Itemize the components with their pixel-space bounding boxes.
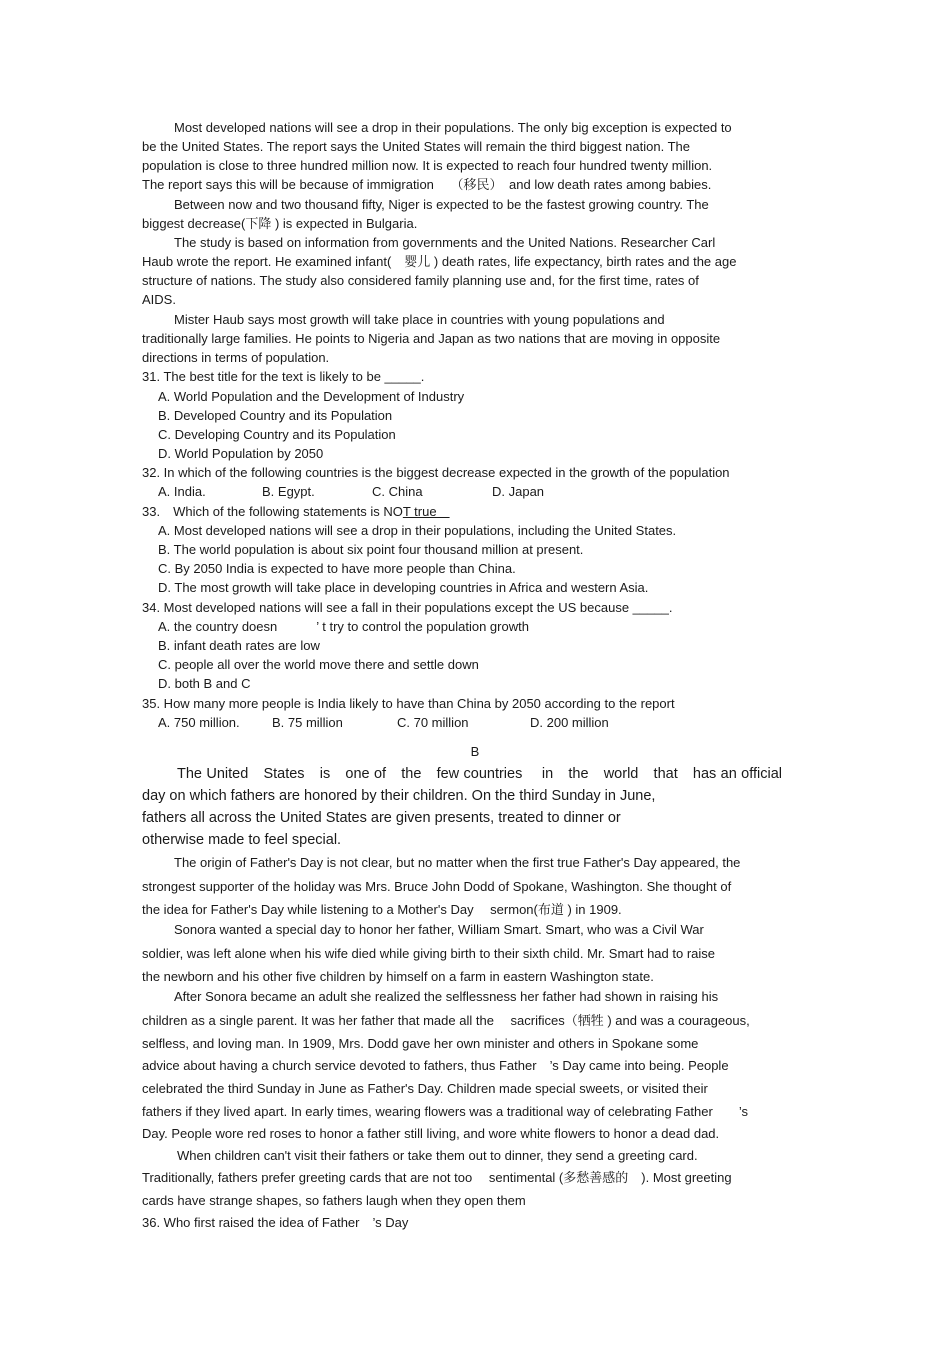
paragraph-line: soldier, was left alone when his wife died while giving birth to their sixth child. Mr. Smart had to raise [142,946,715,961]
paragraph-line: Day. People wore red roses to honor a father still living, and wore white flowers to honor a dead dad. [142,1126,720,1141]
paragraph-line: be the United States. The report says the United States will remain the third biggest nation. The [142,139,690,154]
answer-option: D. both B and C [158,676,251,691]
paragraph-line: After Sonora became an adult she realized the selflessness her father had shown in raising his [174,989,719,1004]
question-stem-underlined: T true [402,504,450,519]
answer-option: B. Egypt. [262,484,315,499]
answer-option: A. World Population and the Development of Industry [158,389,465,404]
intro-line: otherwise made to feel special. [142,832,342,848]
paragraph-line: The origin of Father's Day is not clear, but no matter when the first true Father's Day appeared, the [174,855,741,870]
paragraph-line: biggest decrease(下降 ) is expected in Bulgaria. [142,216,418,231]
question-stem: 31. The best title for the text is likely to be _____. [142,369,425,384]
section-heading: B [470,744,480,759]
intro-line: fathers all across the United States are given presents, treated to dinner or [142,810,621,826]
answer-option: C. Developing Country and its Population [158,427,396,442]
answer-option: B. The world population is about six point four thousand million at present. [158,542,584,557]
question-stem: 36. Who first raised the idea of Father ’s Day [142,1215,409,1230]
answer-option: C. China [372,484,423,499]
answer-option: A. Most developed nations will see a drop in their populations, including the United States. [158,523,677,538]
answer-option: A. India. [158,484,206,499]
paragraph-line: structure of nations. The study also considered family planning use and, for the first time, rates of [142,273,699,288]
paragraph-line: AIDS. [142,292,176,307]
paragraph-line: population is close to three hundred million now. It is expected to reach four hundred twenty million. [142,158,713,173]
paragraph-line: When children can't visit their fathers or take them out to dinner, they send a greeting card. [177,1148,698,1163]
question-stem: 35. How many more people is India likely to have than China by 2050 according to the report [142,696,675,711]
paragraph-line: traditionally large families. He points to Nigeria and Japan as two nations that are moving in opposite [142,331,721,346]
answer-option: D. Japan [492,484,545,499]
paragraph-line: children as a single parent. It was her father that made all the sacrifices（牺牲 ) and was a courageous, [142,1013,750,1028]
question-stem: 32. In which of the following countries is the biggest decrease expected in the growth of the population [142,465,730,480]
paragraph-line: cards have strange shapes, so fathers laugh when they open them [142,1193,526,1208]
question-stem: 34. Most developed nations will see a fall in their populations except the US because _____. [142,600,673,615]
question-stem [142,504,450,520]
answer-option: D. The most growth will take place in developing countries in Africa and western Asia. [158,580,649,595]
answer-option: B. 75 million [272,715,343,730]
answer-option: B. infant death rates are low [158,638,320,653]
answer-option: B. Developed Country and its Population [158,408,393,423]
paragraph-line: selfless, and loving man. In 1909, Mrs. Dodd gave her own minister and others in Spokane some [142,1036,699,1051]
paragraph-line: fathers if they lived apart. In early times, wearing flowers was a traditional way of celebrating Father ’s [142,1104,748,1119]
answer-option: C. 70 million [397,715,469,730]
paragraph-line: the newborn and his other five children by himself on a farm in eastern Washington state. [142,969,654,984]
answer-option: D. 200 million [530,715,609,730]
paragraph-line: strongest supporter of the holiday was Mrs. Bruce John Dodd of Spokane, Washington. She thought of [142,879,732,894]
paragraph-line: Traditionally, fathers prefer greeting cards that are not too sentimental (多愁善感的 ). Most greeting [142,1170,732,1185]
intro-line: The United States is one of the few countries in the world that has an official [177,766,782,782]
paragraph-line: Most developed nations will see a drop in their populations. The only big exception is expected to [174,120,732,135]
paragraph-line: Between now and two thousand fifty, Niger is expected to be the fastest growing country. The [174,197,709,212]
answer-option: C. people all over the world move there and settle down [158,657,479,672]
question-stem-text: 33. Which of the following statements is NO [142,504,403,519]
answer-option: D. World Population by 2050 [158,446,324,461]
paragraph-line: the idea for Father's Day while listening to a Mother's Day sermon(布道 ) in 1909. [142,902,622,917]
paragraph-line: Mister Haub says most growth will take place in countries with young populations and [174,312,665,327]
paragraph-line: The report says this will be because of immigration （移民） and low death rates among babies. [142,177,712,192]
answer-option: A. 750 million. [158,715,240,730]
paragraph-line: Sonora wanted a special day to honor her father, William Smart. Smart, who was a Civil War [174,922,704,937]
intro-line: day on which fathers are honored by their children. On the third Sunday in June, [142,788,656,804]
paragraph-line: The study is based on information from governments and the United Nations. Researcher Carl [174,235,716,250]
paragraph-line: celebrated the third Sunday in June as Father's Day. Children made special sweets, or visited their [142,1081,708,1096]
paragraph-line: Haub wrote the report. He examined infant( 婴儿 ) death rates, life expectancy, birth rates and the age [142,254,737,269]
answer-option: C. By 2050 India is expected to have more people than China. [158,561,516,576]
paragraph-line: directions in terms of population. [142,350,330,365]
paragraph-line: advice about having a church service devoted to fathers, thus Father ’s Day came into being. People [142,1058,729,1073]
answer-option: A. the country doesn ’ t try to control the population growth [158,619,529,634]
